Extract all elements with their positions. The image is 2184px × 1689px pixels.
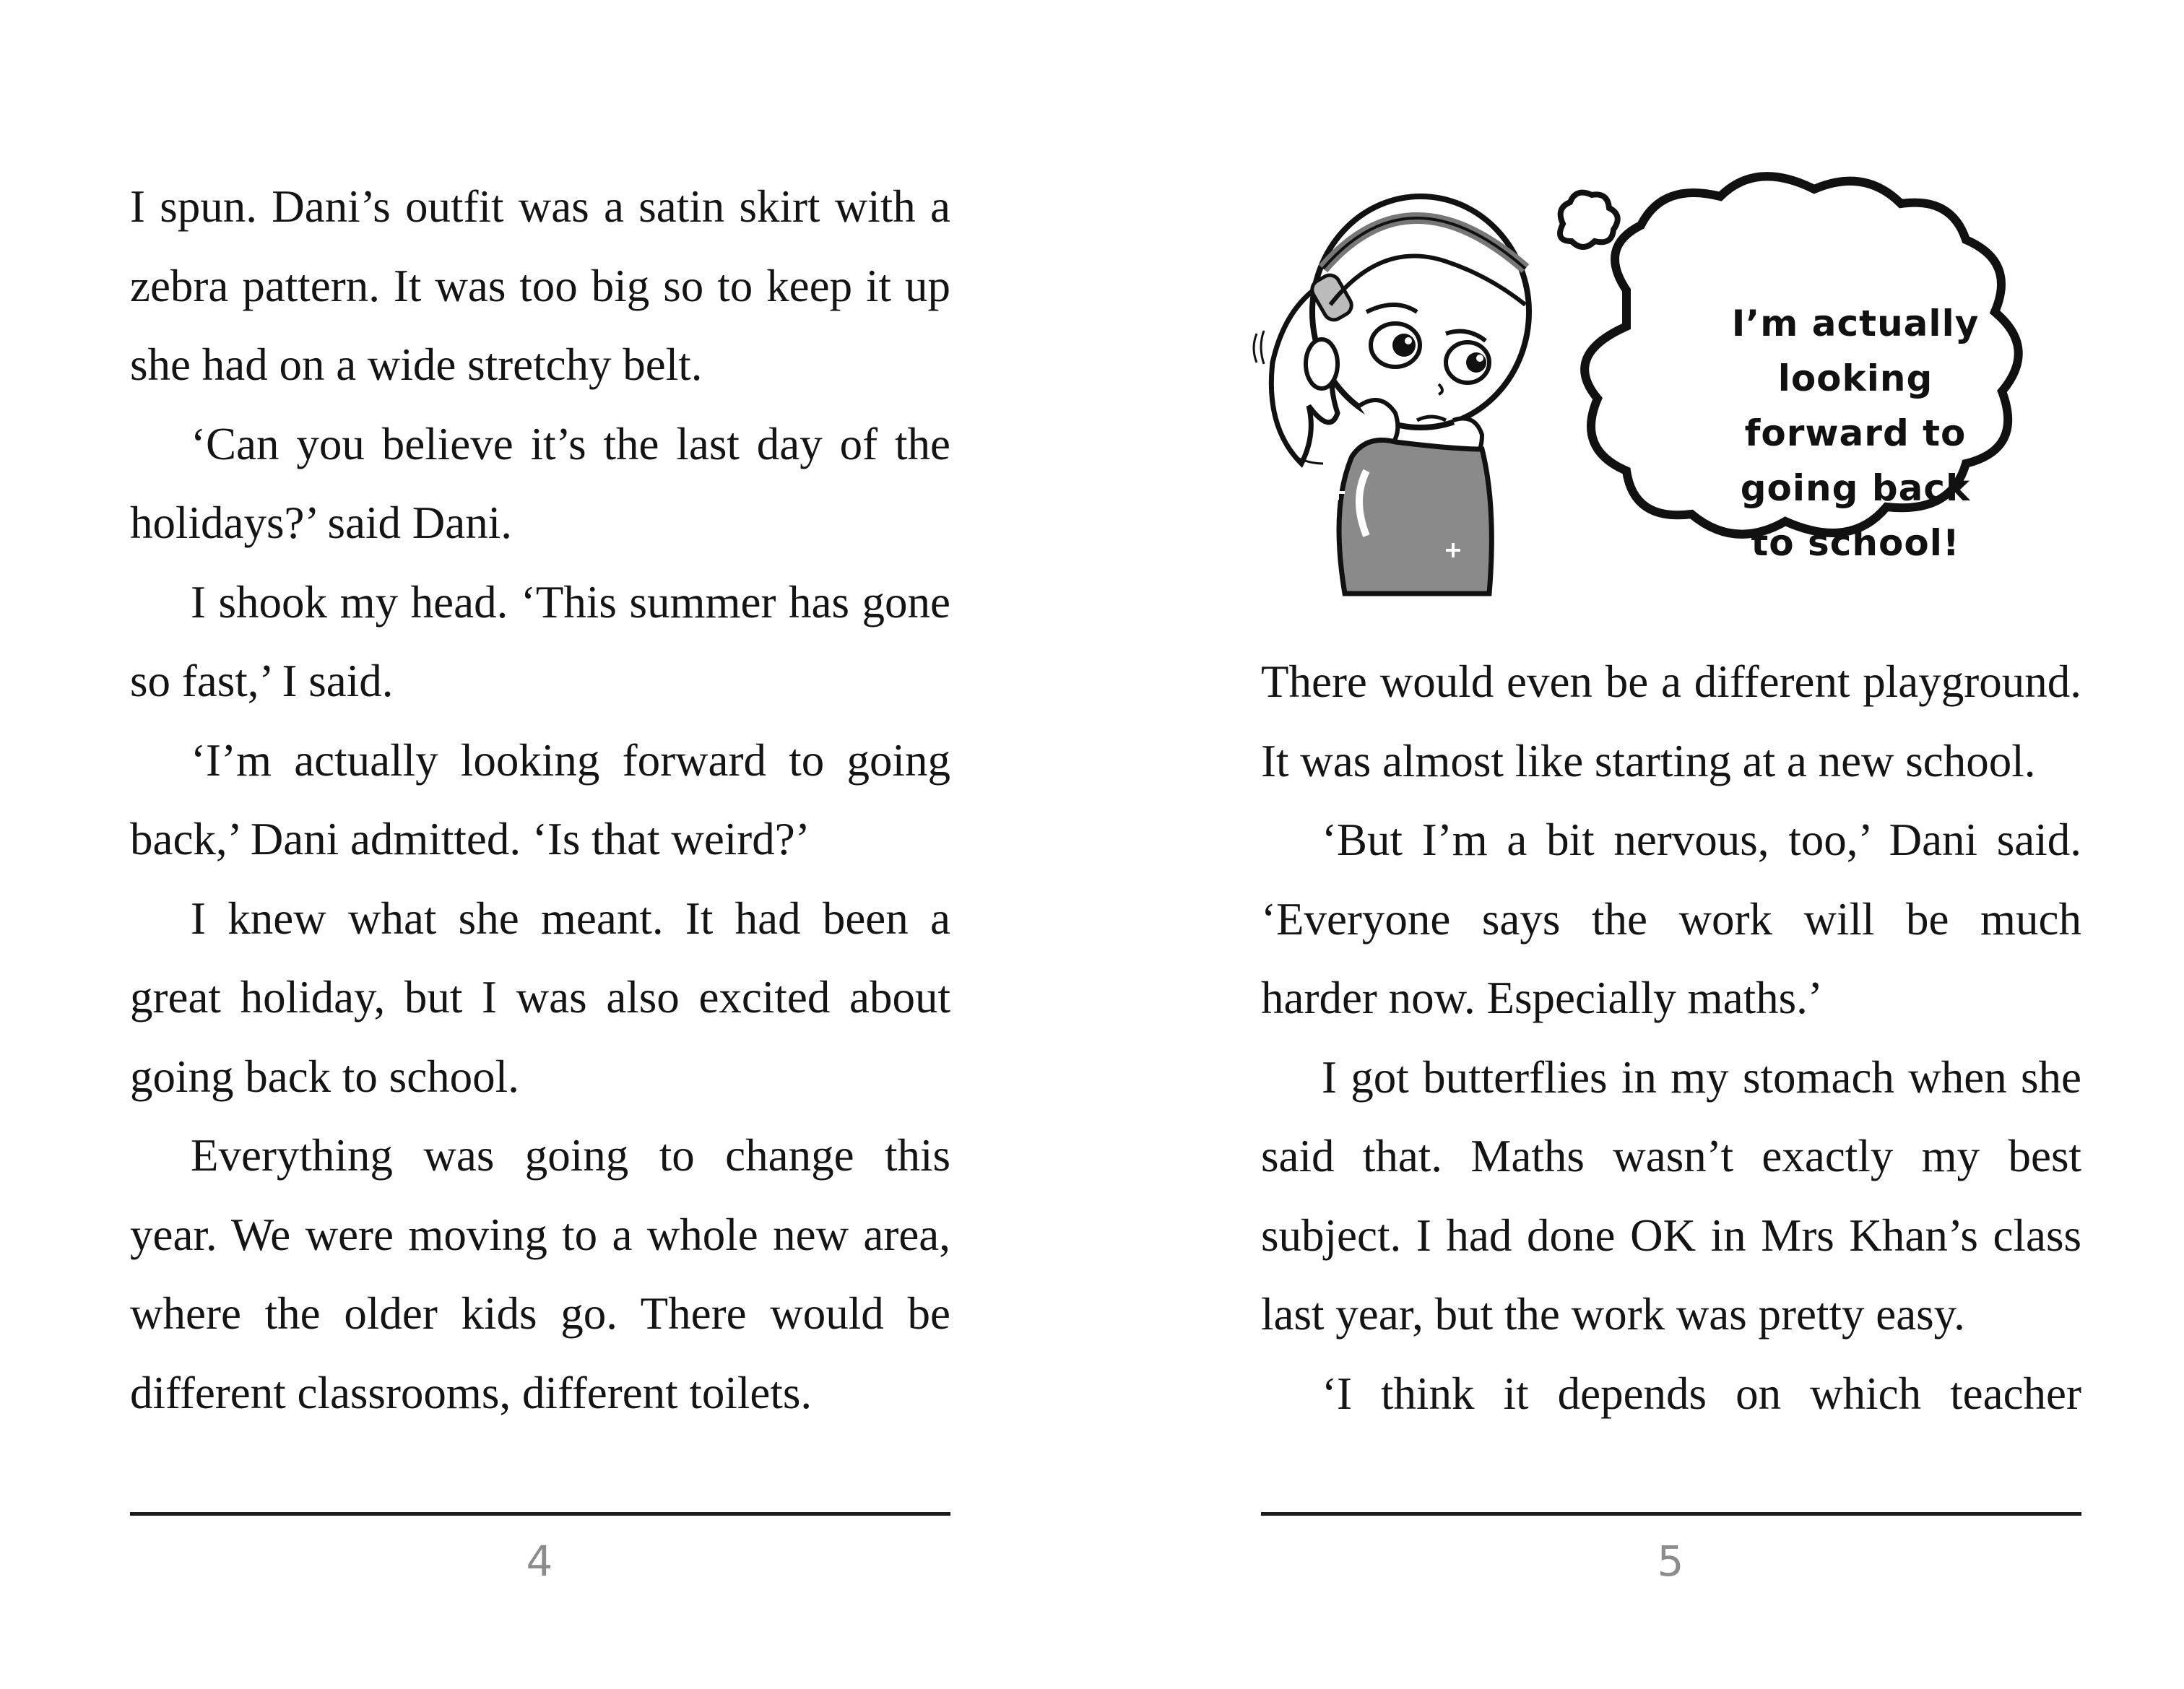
paragraph: ‘Can you believe it’s the last day of the holidays?’ said Dani.: [130, 418, 950, 548]
paragraph: Everything was going to change this year. We were moving to a whole new area, where the older kids go. There would be different classrooms, different toilets.: [130, 1130, 950, 1418]
right-page-text: [1261, 643, 2081, 1433]
paragraph: There would even be a different playground. It was almost like starting at a new school.: [1261, 656, 2081, 786]
paragraph: ‘I’m actually looking forward to going back,’ Dani admitted. ‘Is that weird?’: [130, 734, 950, 864]
page-number: 5: [1657, 1537, 1686, 1586]
paragraph: I shook my head. ‘This summer has gone so fast,’ I said.: [130, 576, 950, 706]
thought-puff-small: [1560, 193, 1618, 247]
paragraph: ‘But I’m a bit nervous, too,’ Dani said. ‘Everyone says the work will be much harder now. Especially maths.’: [1261, 815, 2081, 1023]
footer-rule: [130, 1512, 950, 1516]
paragraph: ‘I think it depends on which teacher: [1322, 1368, 2081, 1419]
right-page: [1092, 0, 2184, 1689]
left-page-text: [130, 168, 950, 1433]
girl-figure: [1254, 196, 1529, 594]
footer-rule: [1261, 1512, 2081, 1516]
page-number: 4: [526, 1537, 555, 1586]
paragraph: I spun. Dani’s outfit was a satin skirt with a zebra pattern. It was too big so to keep it up she had on a wide stretchy belt.: [130, 181, 950, 390]
girl-thinking-illustration: [1251, 168, 2081, 615]
thought-bubble-text: I’m actually looking forward to going back to school!: [1731, 303, 1980, 564]
paragraph: I knew what she meant. It had been a great holiday, but I was also excited about going back to school.: [130, 893, 950, 1102]
paragraph: I got butterflies in my stomach when she said that. Maths wasn’t exactly my best subject. I had done OK in Mrs Khan’s class last year, but the work was pretty easy.: [1261, 1051, 2081, 1340]
